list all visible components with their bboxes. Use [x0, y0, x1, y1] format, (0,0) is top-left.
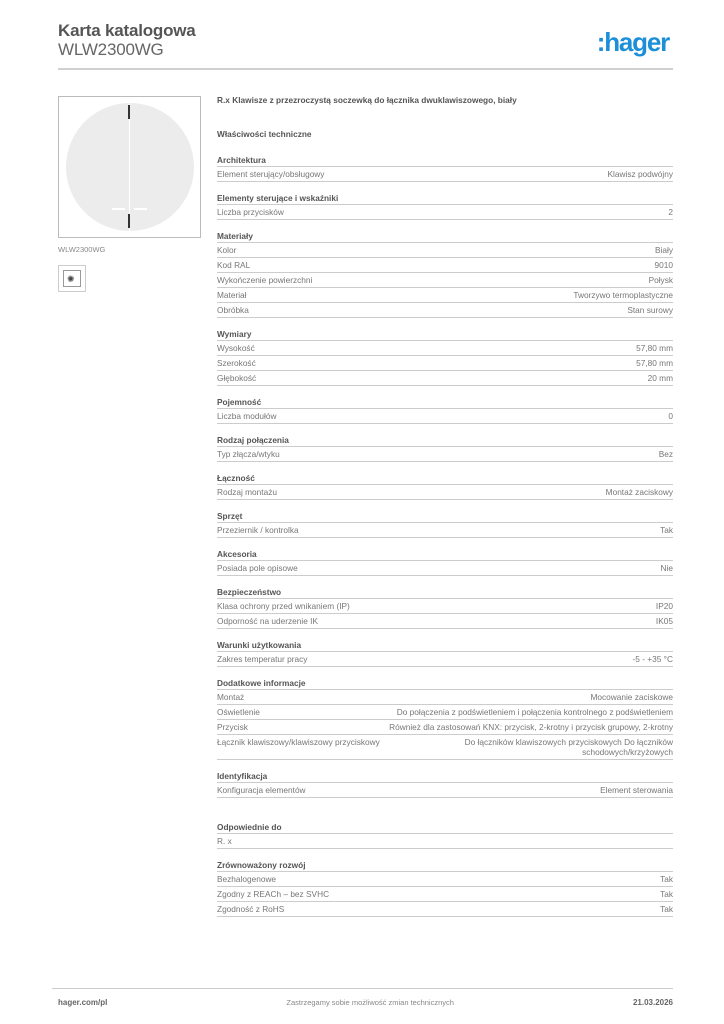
spec-label: Klasa ochrony przed wnikaniem (IP): [217, 601, 350, 611]
spec-label: Element sterujący/obsługowy: [217, 169, 325, 179]
spec-value: Element sterowania: [600, 785, 673, 795]
spec-label: Zgodność z RoHS: [217, 904, 285, 914]
spec-row: [217, 341, 673, 356]
spec-label: Wykończenie powierzchni: [217, 275, 313, 285]
spec-group: [217, 397, 673, 424]
spec-label: Przycisk: [217, 722, 248, 732]
spec-label: R. x: [217, 836, 232, 846]
spec-label: Liczba przycisków: [217, 207, 284, 217]
spec-value: Tak: [660, 889, 673, 899]
spec-label: Wysokość: [217, 343, 255, 353]
spec-group-title: Warunki użytkowania: [217, 640, 673, 652]
spec-group-title: Elementy sterujące i wskaźniki: [217, 193, 673, 205]
spec-value: 57,80 mm: [636, 343, 673, 353]
spec-group-title: Architektura: [217, 155, 673, 167]
spec-label: Typ złącza/wtyku: [217, 449, 280, 459]
spec-group-title: Materiały: [217, 231, 673, 243]
spec-row: [217, 834, 673, 849]
spec-group: [217, 511, 673, 538]
website-link[interactable]: hager.com/pl: [58, 998, 108, 1007]
spec-row: [217, 599, 673, 614]
spec-label: Oświetlenie: [217, 707, 260, 717]
spec-row: [217, 356, 673, 371]
spec-value: Również dla zastosowań KNX: przycisk, 2-krotny i przycisk grupowy, 2-krotny: [389, 722, 673, 732]
rocker-switch-graphic: [66, 103, 194, 231]
spec-row: [217, 288, 673, 303]
spec-value: Do łączników klawiszowych przyciskowych Do łączników schodowych/krzyżowych: [464, 737, 673, 757]
spec-groups: [217, 155, 673, 917]
spec-label: Obróbka: [217, 305, 249, 315]
spec-label: Liczba modułów: [217, 411, 277, 421]
spec-value: Tak: [660, 525, 673, 535]
spec-group: [217, 678, 673, 760]
spec-row: [217, 371, 673, 386]
spec-value: Tworzywo termoplastyczne: [573, 290, 673, 300]
spec-value: Tak: [660, 904, 673, 914]
spec-row: [217, 409, 673, 424]
document-date: 21.03.2026: [632, 998, 673, 1007]
spec-row: [217, 205, 673, 220]
spec-group-title: Pojemność: [217, 397, 673, 409]
light-icon: ✺: [67, 274, 75, 284]
spec-value: Stan surowy: [627, 305, 673, 315]
spec-label: Głębokość: [217, 373, 257, 383]
spec-label: Łącznik klawiszowy/klawiszowy przyciskowy: [217, 737, 380, 747]
lens-right: [134, 208, 147, 210]
spec-group-title: Akcesoria: [217, 549, 673, 561]
spec-label: Bezhalogenowe: [217, 874, 277, 884]
rocker-top-mark: [128, 105, 130, 119]
spec-group-title: Dodatkowe informacje: [217, 678, 673, 690]
document-type: Karta katalogowa: [58, 21, 196, 40]
product-title: R.x Klawisze z przezroczystą soczewką do łącznika dwuklawiszowego, biały: [217, 95, 517, 105]
spec-group-title: Zrównoważony rozwój: [217, 860, 673, 872]
spec-value: 0: [668, 411, 673, 421]
spec-group: [217, 640, 673, 667]
spec-label: Materiał: [217, 290, 247, 300]
spec-group-title: Sprzęt: [217, 511, 673, 523]
spec-label: Kolor: [217, 245, 237, 255]
spec-group: [217, 587, 673, 629]
spec-label: Konfiguracja elementów: [217, 785, 306, 795]
spec-group: [217, 193, 673, 220]
spec-row: [217, 902, 673, 917]
spec-row: [217, 273, 673, 288]
spec-row: [217, 652, 673, 667]
document-header: [58, 22, 673, 68]
spec-row: [217, 485, 673, 500]
rocker-split-line: [129, 103, 130, 231]
spec-row: [217, 447, 673, 462]
spec-group-title: Łączność: [217, 473, 673, 485]
spec-value: 2: [668, 207, 673, 217]
spec-row: [217, 303, 673, 318]
spec-value: Bez: [658, 449, 673, 459]
spec-row: [217, 705, 673, 720]
spec-group: [217, 329, 673, 386]
spec-group: [217, 860, 673, 917]
spec-group: [217, 473, 673, 500]
spec-label: Kod RAL: [217, 260, 251, 270]
spec-label: Rodzaj montażu: [217, 487, 277, 497]
rocker-bottom-mark: [128, 214, 130, 228]
spec-row: [217, 243, 673, 258]
spec-group: [217, 549, 673, 576]
spec-row: [217, 690, 673, 705]
spec-group: [217, 822, 673, 849]
spec-value: Biały: [655, 245, 673, 255]
product-image-column: [58, 96, 201, 292]
spec-row: [217, 258, 673, 273]
spec-value: Montaż zaciskowy: [605, 487, 673, 497]
hager-logo: :hager: [596, 27, 669, 57]
disclaimer: Zastrzegamy sobie możliwość zmian technicznych: [286, 998, 454, 1007]
spec-value: 20 mm: [647, 373, 673, 383]
spec-value: IK05: [655, 616, 673, 626]
spec-value: Mocowanie zaciskowe: [590, 692, 673, 702]
spec-value: IP20: [655, 601, 673, 611]
spec-group: [217, 771, 673, 798]
spec-value: 57,80 mm: [636, 358, 673, 368]
spec-label: Zgodny z REACh – bez SVHC: [217, 889, 330, 899]
image-caption: WLW2300WG: [58, 245, 106, 254]
spec-label: Przeziernik / kontrolka: [217, 525, 299, 535]
spec-group: [217, 435, 673, 462]
header-divider: [58, 68, 673, 70]
spec-value: Klawisz podwójny: [607, 169, 673, 179]
spec-group-title: Wymiary: [217, 329, 673, 341]
spec-row: [217, 167, 673, 182]
spec-label: Zakres temperatur pracy: [217, 654, 308, 664]
spec-value: 9010: [654, 260, 673, 270]
product-image: [58, 96, 201, 238]
spec-value: Do połączenia z podświetleniem i połączenia kontrolnego z podświetleniem: [396, 707, 673, 717]
spec-value: Nie: [660, 563, 673, 573]
spec-group-title: Identyfikacja: [217, 771, 673, 783]
spec-row: [217, 720, 673, 735]
spec-row: [217, 783, 673, 798]
spec-value: Tak: [660, 874, 673, 884]
spec-row: [217, 887, 673, 902]
section-title: Właściwości techniczne: [217, 129, 312, 139]
spec-group: [217, 155, 673, 182]
spec-label: Montaż: [217, 692, 245, 702]
spec-label: Szerokość: [217, 358, 256, 368]
spec-group-title: Bezpieczeństwo: [217, 587, 673, 599]
feature-icon-box: [58, 265, 86, 292]
lens-left: [112, 208, 125, 210]
spec-label: Posiada pole opisowe: [217, 563, 298, 573]
spec-label: Odporność na uderzenie IK: [217, 616, 319, 626]
product-reference: WLW2300WG: [58, 40, 164, 59]
spec-group-title: Rodzaj połączenia: [217, 435, 673, 447]
spec-row: [217, 614, 673, 629]
spec-row: [217, 735, 673, 760]
spec-group: [217, 231, 673, 318]
spec-row: [217, 561, 673, 576]
spec-value: -5 - +35 °C: [632, 654, 673, 664]
footer-divider: [52, 988, 673, 989]
spec-row: [217, 872, 673, 887]
spec-group-title: Odpowiednie do: [217, 822, 673, 834]
spec-row: [217, 523, 673, 538]
document-footer: [58, 998, 673, 1007]
spec-value: Połysk: [648, 275, 673, 285]
specifications: [217, 94, 673, 917]
